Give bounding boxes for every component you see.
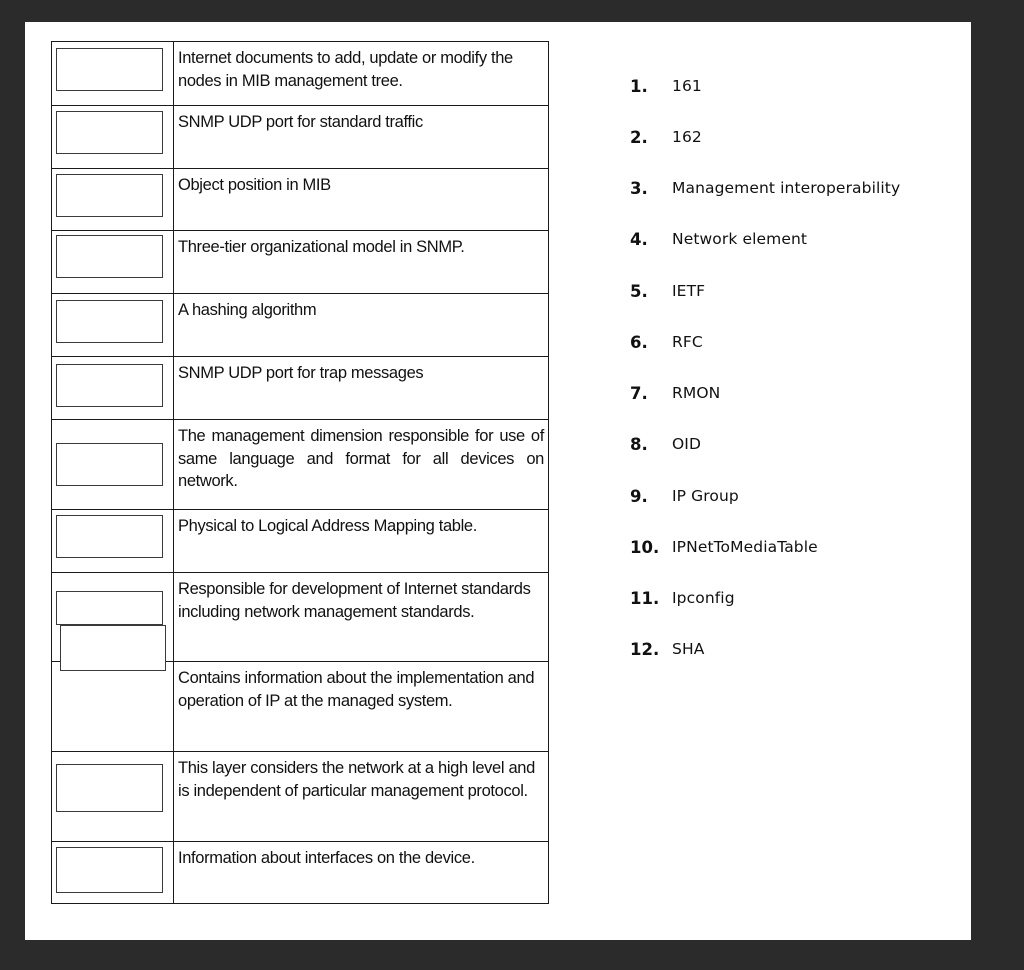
question-text: Three-tier organizational model in SNMP.: [174, 231, 549, 294]
list-item: [630, 74, 950, 98]
question-text: Physical to Logical Address Mapping table.: [174, 510, 549, 573]
option-text: Network element: [672, 230, 808, 248]
question-text: The management dimension responsible for use of same language and format for all devices on network.: [174, 420, 549, 510]
table-row: [52, 42, 549, 106]
table-row: [52, 106, 549, 169]
answer-box[interactable]: [56, 111, 163, 154]
option-number: 9.: [630, 486, 648, 506]
table-row: [52, 420, 549, 510]
table-row: [52, 169, 549, 231]
table-row: [52, 662, 549, 752]
answer-box[interactable]: [56, 235, 163, 278]
question-text: Internet documents to add, update or modify the nodes in MIB management tree.: [174, 42, 549, 106]
option-number: 4.: [630, 229, 648, 249]
question-text: A hashing algorithm: [174, 294, 549, 357]
option-text: IETF: [672, 282, 706, 300]
option-text: 162: [672, 128, 702, 146]
answer-box[interactable]: [56, 300, 163, 343]
question-text: This layer considers the network at a high level and is independent of particular management protocol.: [174, 752, 549, 842]
list-item: [630, 176, 950, 200]
question-text: SNMP UDP port for trap messages: [174, 357, 549, 420]
table-row: [52, 752, 549, 842]
question-text: SNMP UDP port for standard traffic: [174, 106, 549, 169]
answer-box[interactable]: [56, 591, 163, 625]
option-number: 10.: [630, 537, 660, 557]
option-number: 7.: [630, 383, 648, 403]
option-number: 1.: [630, 76, 648, 96]
list-item: [630, 227, 950, 251]
answer-box[interactable]: [56, 364, 163, 407]
question-text: Object position in MIB: [174, 169, 549, 231]
table-row: [52, 573, 549, 662]
list-item: [630, 586, 950, 610]
option-number: 5.: [630, 281, 648, 301]
table-row: [52, 294, 549, 357]
option-number: 6.: [630, 332, 648, 352]
table-row: [52, 842, 549, 904]
option-text: Management interoperability: [672, 179, 901, 197]
option-number: 8.: [630, 434, 648, 454]
option-text: IPNetToMediaTable: [672, 538, 818, 556]
option-number: 11.: [630, 588, 660, 608]
option-number: 2.: [630, 127, 648, 147]
list-item: [630, 279, 950, 303]
option-number: 3.: [630, 178, 648, 198]
list-item: [630, 125, 950, 149]
list-item: [630, 432, 950, 456]
table-row: [52, 357, 549, 420]
answer-box[interactable]: [56, 847, 163, 893]
matching-table: [51, 41, 549, 904]
option-text: Ipconfig: [672, 589, 735, 607]
option-number: 12.: [630, 639, 660, 659]
list-item: [630, 637, 950, 661]
option-text: SHA: [672, 640, 705, 658]
question-text: Responsible for development of Internet standards including network management standards.: [174, 573, 549, 662]
list-item: [630, 535, 950, 559]
option-text: 161: [672, 77, 702, 95]
answer-box[interactable]: [56, 174, 163, 217]
worksheet-page: [25, 22, 971, 940]
table-row: [52, 510, 549, 573]
answer-box[interactable]: [56, 443, 163, 486]
option-text: RMON: [672, 384, 721, 402]
option-text: IP Group: [672, 487, 739, 505]
answer-box[interactable]: [56, 48, 163, 91]
option-text: RFC: [672, 333, 703, 351]
table-row: [52, 231, 549, 294]
list-item: [630, 484, 950, 508]
list-item: [630, 330, 950, 354]
answer-box[interactable]: [56, 515, 163, 558]
list-item: [630, 381, 950, 405]
question-text: Contains information about the implementation and operation of IP at the managed system.: [174, 662, 549, 752]
answer-box[interactable]: [56, 764, 163, 812]
question-text: Information about interfaces on the device.: [174, 842, 549, 904]
option-text: OID: [672, 435, 702, 453]
